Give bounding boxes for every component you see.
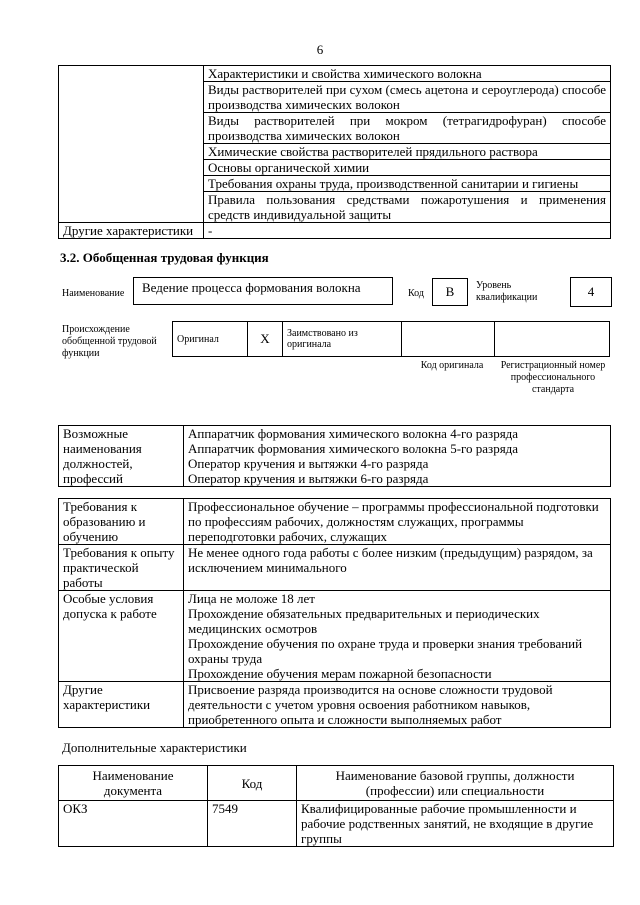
knowledge-item: Требования охраны труда, производственной санитарии и гигиены [204, 176, 611, 192]
knowledge-table [58, 65, 611, 239]
requirements-table [58, 498, 611, 728]
admission-item: Прохождение обязательных предварительных и периодических медицинских осмотров [188, 606, 540, 636]
extra-cell-doc: ОКЗ [59, 801, 208, 847]
reg-number-caption: Регистрационный номер профессионального стандарта [500, 360, 606, 395]
name-label: Наименование [62, 288, 125, 299]
positions-label: Возможные наименования должностей, профессий [59, 426, 184, 487]
origin-table [172, 321, 610, 357]
positions-table [58, 425, 611, 487]
knowledge-label-cell [59, 66, 204, 223]
other-characteristics-label: Другие характеристики [59, 223, 204, 239]
position-item: Оператор кручения и вытяжки 4-го разряда [188, 456, 429, 471]
positions-list [184, 426, 611, 487]
admission-list [184, 591, 611, 682]
knowledge-item: Химические свойства растворителей прядильного раствора [204, 144, 611, 160]
level-label: Уровень квалификации [476, 280, 538, 303]
original-label: Оригинал [173, 322, 248, 357]
code-original-cell [402, 322, 495, 357]
borrowed-label: Заимствовано из оригинала [283, 322, 402, 357]
education-label: Требования к образованию и обучению [59, 499, 184, 545]
extra-cell-code: 7549 [208, 801, 297, 847]
knowledge-item: Виды растворителей при сухом (смесь ацетона и сероуглерода) способе производства химических волокон [204, 82, 611, 113]
admission-item: Лица не моложе 18 лет [188, 591, 315, 606]
other-value: Присвоение разряда производится на основе сложности трудовой деятельности с учетом уровня освоения работником навыков, приобретенного опыта и сложности выполняемых работ [184, 682, 611, 728]
extra-header-group: Наименование базовой группы, должности (профессии) или специальности [297, 766, 614, 801]
position-item: Аппаратчик формования химического волокна 5-го разряда [188, 441, 519, 456]
position-item: Оператор кручения и вытяжки 6-го разряда [188, 471, 429, 486]
extra-header-code: Код [208, 766, 297, 801]
extra-cell-group: Квалифицированные рабочие промышленности и рабочие родственных занятий, не входящие в другие группы [297, 801, 614, 847]
code-box: В [432, 278, 468, 306]
function-name-box: Ведение процесса формования волокна [133, 277, 393, 305]
admission-item: Прохождение обучения по охране труда и проверки знания требований охраны труда [188, 636, 583, 666]
code-original-caption: Код оригинала [420, 360, 484, 371]
code-label: Код [408, 288, 424, 299]
extra-header-doc: Наименование документа [59, 766, 208, 801]
other-label: Другие характеристики [59, 682, 184, 728]
experience-label: Требования к опыту практической работы [59, 545, 184, 591]
extra-table [58, 765, 614, 847]
experience-value: Не менее одного года работы с более низким (предыдущим) разрядом, за исключением минимального [184, 545, 611, 591]
knowledge-item: Характеристики и свойства химического волокна [204, 66, 611, 82]
original-mark: X [248, 322, 283, 357]
admission-label: Особые условия допуска к работе [59, 591, 184, 682]
knowledge-item: Виды растворителей при мокром (тетрагидрофуран) способе производства химических волокон [204, 113, 611, 144]
other-characteristics-value: - [204, 223, 611, 239]
page-number: 6 [316, 42, 324, 57]
knowledge-item: Основы органической химии [204, 160, 611, 176]
education-value: Профессиональное обучение – программы профессиональной подготовки по профессиям рабочих, должностям служащих, программы переподготовки рабочих, служащих [184, 499, 611, 545]
position-item: Аппаратчик формования химического волокна 4-го разряда [188, 426, 519, 441]
reg-number-cell [495, 322, 610, 357]
knowledge-item: Правила пользования средствами пожаротушения и применения средств индивидуальной защиты [204, 192, 611, 223]
origin-label: Происхождение обобщенной трудовой функции [62, 324, 157, 359]
admission-item: Прохождение обучения мерам пожарной безопасности [188, 666, 492, 681]
level-box: 4 [570, 277, 612, 307]
extra-title: Дополнительные характеристики [62, 740, 247, 755]
section-title: 3.2. Обобщенная трудовая функция [60, 250, 269, 265]
